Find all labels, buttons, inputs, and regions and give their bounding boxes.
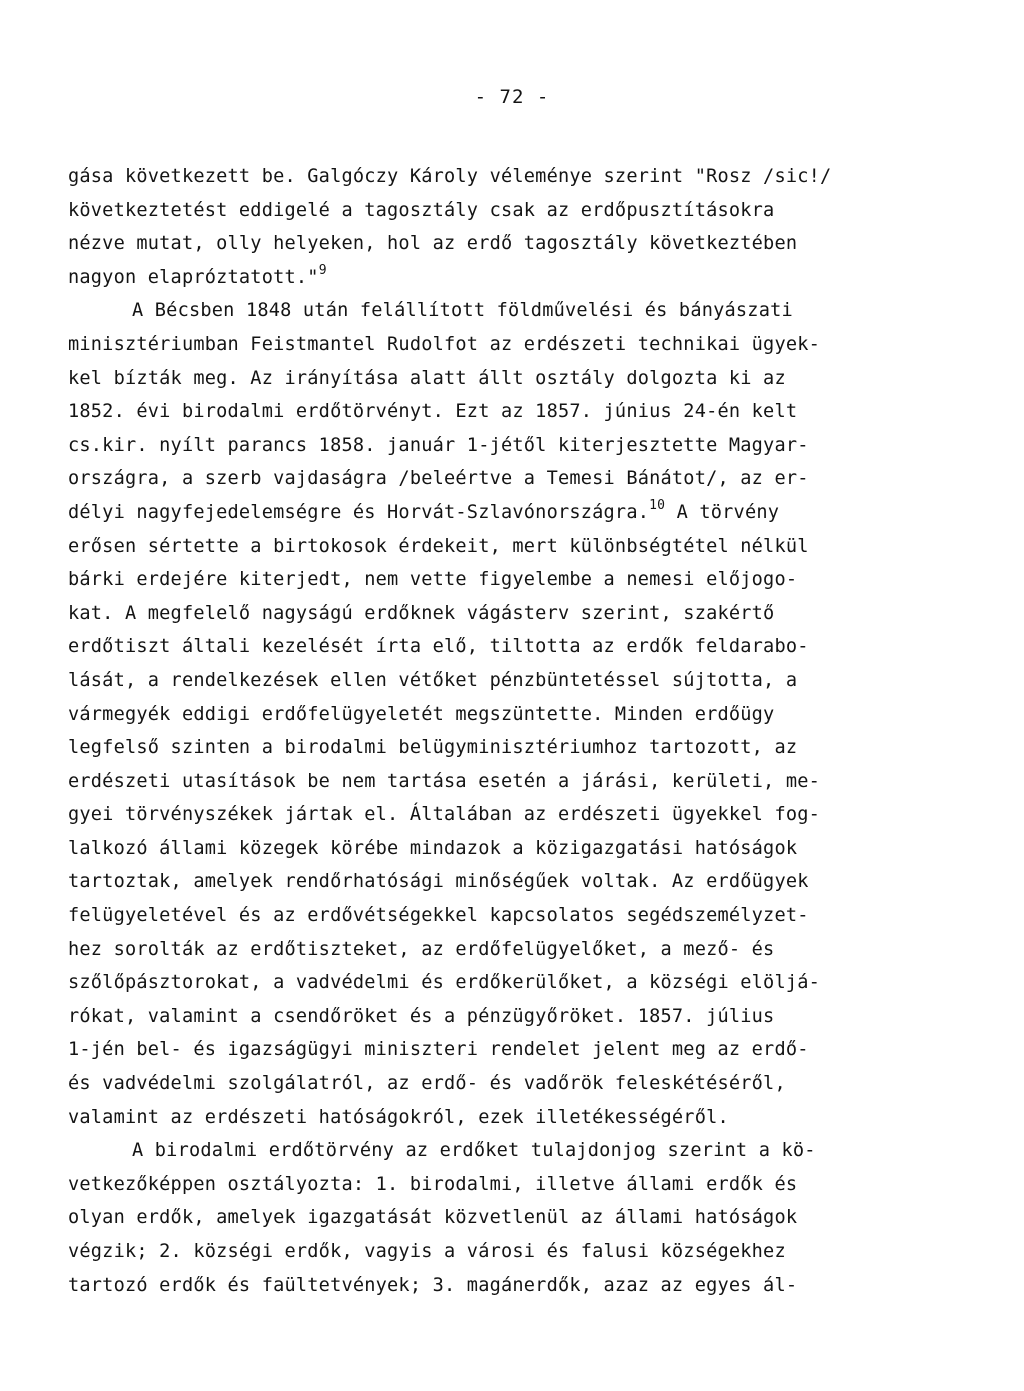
text-line [68,328,948,362]
text-line [68,966,948,1000]
text-line [68,798,948,832]
text-line [68,194,948,228]
text-line [68,294,948,328]
line-text: vetkezőképpen osztályozta: 1. birodalmi, illetve állami erdők és [68,1173,798,1195]
text-line [68,160,948,194]
line-text: 1852. évi birodalmi erdőtörvényt. Ezt az 1857. június 24-én kelt [68,401,798,423]
text-line [68,261,948,295]
line-text: minisztériumban Feistmantel Rudolfot az erdészeti technikai ügyek- [68,333,821,355]
line-text: kat. A megfelelő nagyságú erdőknek vágásterv szerint, szakértő [68,602,775,624]
text-line [68,362,948,396]
text-line [68,1168,948,1202]
line-text: bárki erdejére kiterjedt, nem vette figyelembe a nemesi előjogo- [68,569,798,591]
line-text: végzik; 2. községi erdők, vagyis a városi és falusi községekhez [68,1241,786,1262]
text-line [68,1134,948,1168]
line-text: nézve mutat, olly helyeken, hol az erdő tagosztály következtében [68,233,798,255]
line-text-continuation: A törvény [665,501,780,523]
text-line [68,227,948,261]
text-line [68,1033,948,1067]
line-text: erősen sértette a birtokosok érdekeit, mert különbségtétel nélkül [68,535,809,557]
line-text: és vadvédelmi szolgálatról, az erdő- és vadőrök feleskétéséről, [68,1073,786,1095]
text-line [68,899,948,933]
line-text: nagyon elapróztatott." [68,266,319,288]
line-text: felügyeletével és az erdővétségekkel kapcsolatos segédszemélyzet- [68,905,809,927]
text-line [68,1000,948,1034]
text-line [68,496,948,530]
line-text: hez sorolták az erdőtiszteket, az erdőfelügyelőket, a mező- és [68,938,775,960]
line-text: valamint az erdészeti hatóságokról, ezek illetékességéről. [68,1106,729,1128]
text-line [68,832,948,866]
line-text: cs.kir. nyílt parancs 1858. január 1-jétől kiterjesztette Magyar- [68,434,809,456]
line-text: lását, a rendelkezések ellen vétőket pénzbüntetéssel sújtotta, a [68,669,798,691]
text-line [68,597,948,631]
text-line [68,530,948,564]
line-text: legfelső szinten a birodalmi belügyminisztériumhoz tartozott, az [68,737,798,759]
text-line [68,462,948,496]
line-text: országra, a szerb vajdaságra /beleértve a Temesi Bánátot/, az er- [68,468,809,490]
text-line [68,865,948,899]
line-text: tartozó erdők és faültetvények; 3. magánerdők, azaz az egyes ál- [68,1274,798,1296]
page-number: - 72 - [474,86,550,108]
line-text: délyi nagyfejedelemségre és Horvát-Szlavónországra. [68,501,650,523]
line-text: vármegyék eddigi erdőfelügyeletét megszüntette. Minden erdőügy [68,703,775,725]
text-line [68,731,948,765]
line-text: 1-jén bel- és igazságügyi miniszteri rendelet jelent meg az erdő- [68,1039,809,1061]
line-text: lalkozó állami közegek körébe mindazok a közigazgatási hatóságok [68,837,798,859]
line-text: A birodalmi erdőtörvény az erdőket tulajdonjog szerint a kö- [132,1140,816,1162]
text-line [68,429,948,463]
line-text: tartoztak, amelyek rendőrhatósági minőségűek voltak. Az erdőügyek [68,871,809,893]
line-text: gyei törvényszékek jártak el. Általában az erdészeti ügyekkel fog- [68,804,821,826]
text-line [68,1101,948,1135]
footnote-marker: 9 [318,262,327,278]
line-text: A Bécsben 1848 után felállított földművelési és bányászati [132,300,793,322]
line-text: gása következett be. Galgóczy Károly véleménye szerint "Rosz /sic!/ [68,166,832,187]
text-line [68,664,948,698]
line-text: kel bízták meg. Az irányítása alatt állt osztály dolgozta ki az [68,367,786,389]
text-line [68,698,948,732]
body-text [68,160,948,1302]
text-line [68,1269,948,1303]
text-line [68,1201,948,1235]
text-line [68,563,948,597]
text-line [68,933,948,967]
line-text: erdőtiszt általi kezelését írta elő, tiltotta az erdők feldarabo- [68,636,809,658]
line-text: következtetést eddigelé a tagosztály csak az erdőpusztításokra [68,199,775,221]
line-text: olyan erdők, amelyek igazgatását közvetlenül az állami hatóságok [68,1207,798,1229]
line-text: szőlőpásztorokat, a vadvédelmi és erdőkerülőket, a községi elöljá- [68,972,821,994]
footnote-marker: 10 [649,497,666,513]
text-line [68,630,948,664]
line-text: rókat, valamint a csendőröket és a pénzügyőröket. 1857. július [68,1005,775,1027]
text-line [68,1235,948,1269]
text-line [68,765,948,799]
text-line [68,1067,948,1101]
line-text: erdészeti utasítások be nem tartása esetén a járási, kerületi, me- [68,770,821,792]
text-line [68,395,948,429]
